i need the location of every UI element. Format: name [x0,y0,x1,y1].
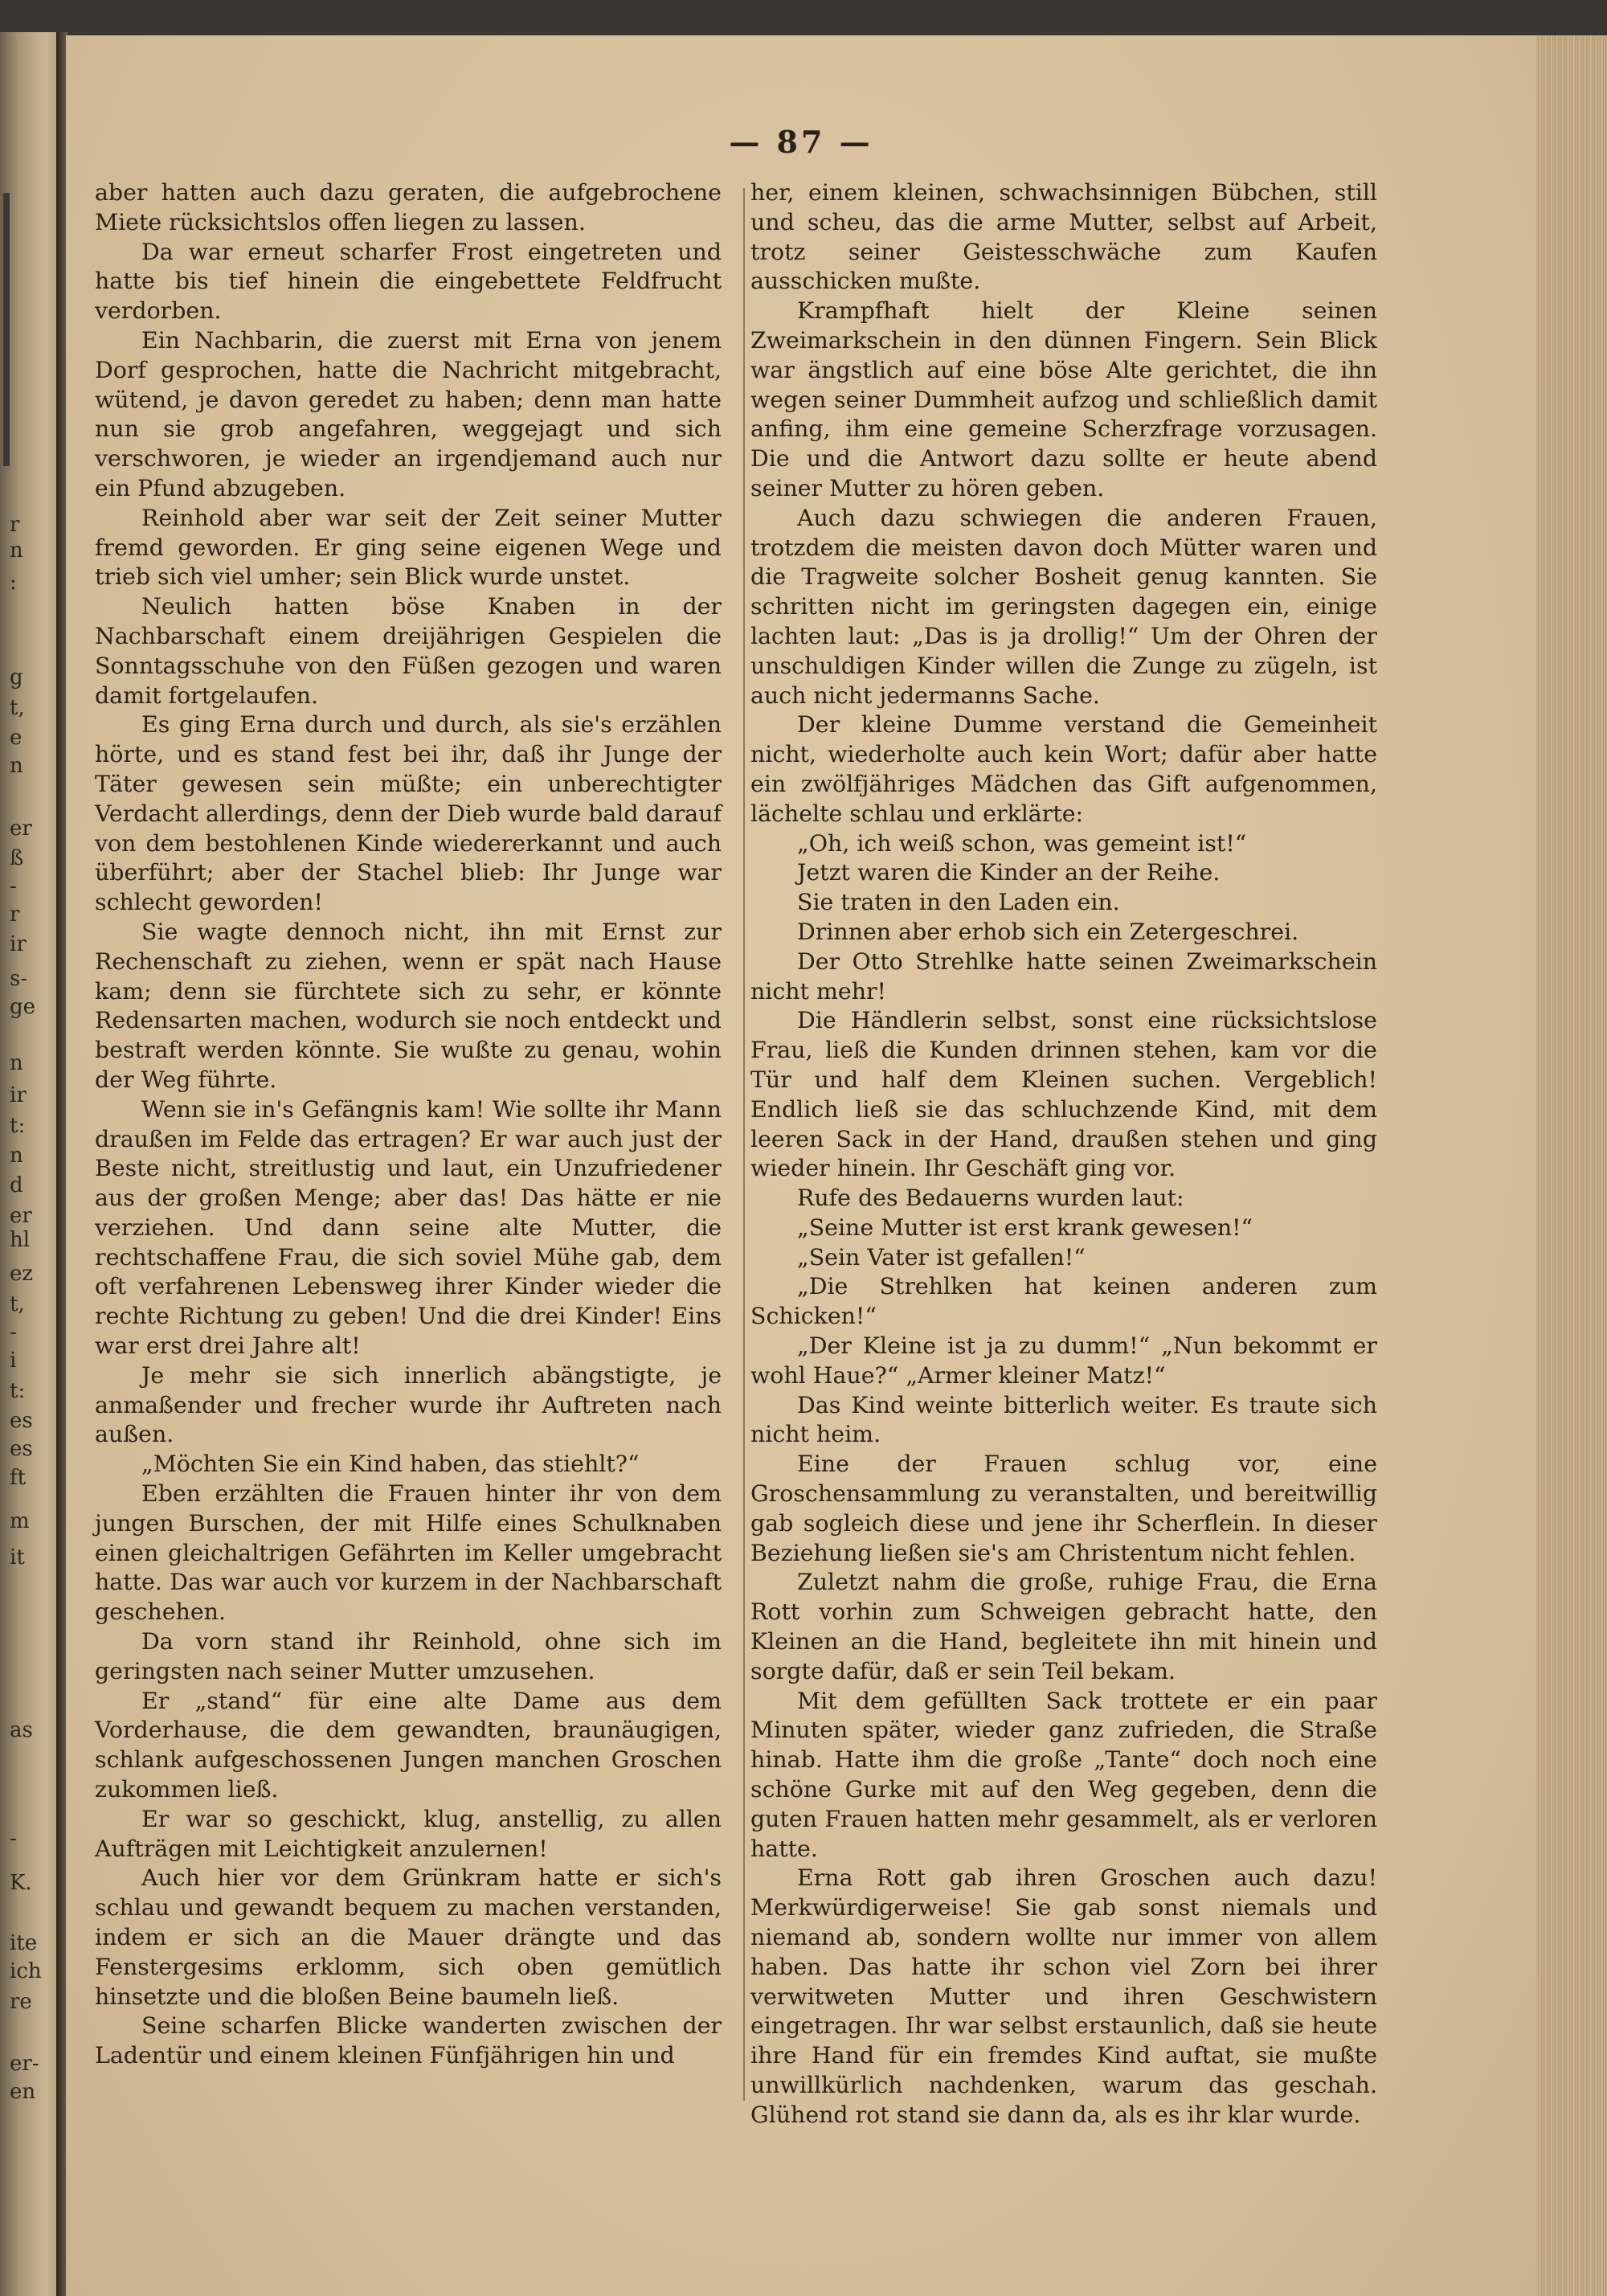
margin-fragment: ß [10,846,24,870]
paragraph: Das Kind weinte bitterlich weiter. Es traute sich nicht heim. [750,1391,1377,1448]
margin-fragment: en [10,2080,36,2104]
margin-fragment: m [10,1509,30,1533]
paragraph: Je mehr sie sich innerlich abängstigte, je anmaßender und frecher wurde ihr Auftreten nach außen. [95,1361,722,1448]
paragraph: Erna Rott gab ihren Groschen auch dazu! Merkwürdigerweise! Sie gab sonst niemals und niemand ab, sondern wollte nur immer von allem haben. Das hatte ihr schon viel Zorn bei ihrer verwitweten Mutter und ihren Geschwistern eingetragen. Ihr war selbst erstaunlich, daß sie heute ihre Hand für ein fremdes Kind auftat, sie mußte unwillkürlich nachdenken, warum das geschah. Glühend rot stand sie dann da, als es ihr klar wurde. [750,1864,1377,2128]
paragraph: Krampfhaft hielt der Kleine seinen Zweimarkschein in den dünnen Fingern. Sein Blick war ängstlich auf eine böse Alte gerichtet, die ihn wegen seiner Dummheit aufzog und schließlich damit anfing, ihm eine gemeine Scherzfrage vorzusagen. Die und die Antwort dazu sollte er heute abend seiner Mutter zu hören geben. [750,297,1377,501]
paragraph: „Möchten Sie ein Kind haben, das stiehlt?“ [141,1451,640,1478]
text-column-right [750,178,1377,2128]
paragraph: Der Otto Strehlke hatte seinen Zweimarkschein nicht mehr! [750,947,1377,1005]
paragraph: Drinnen aber erhob sich ein Zetergeschrei. [797,918,1299,945]
margin-fragment: - [10,1320,17,1344]
margin-fragment: t, [10,696,25,720]
margin-fragment: re [10,1990,32,2014]
margin-fragment: ich [10,1959,42,1983]
paragraph: Neulich hatten böse Knaben in der Nachbarschaft einem dreijährigen Gespielen die Sonntagsschuhe von den Füßen gezogen und waren damit fortgelaufen. [95,593,722,709]
paragraph: Wenn sie in's Gefängnis kam! Wie sollte ihr Mann draußen im Felde das ertragen? Er war auch just der Beste nicht, streitlustig und laut, ein Unzufriedener aus der großen Menge; aber das! Das hätte er nie verziehen. Und dann seine alte Mutter, die rechtschaffene Frau, die sich soviel Mühe gab, dem oft verfahrenen Lebensweg ihrer Kinder wieder die rechte Richtung zu geben! Und die drei Kinder! Eins war erst drei Jahre alt! [95,1095,722,1360]
margin-fragment: er- [10,2052,39,2076]
margin-fragment: as [10,1718,33,1742]
paragraph: Auch hier vor dem Grünkram hatte er sich's schlau und gewandt bequem zu machen verstanden, indem er sich an die Mauer drängte und das Fenstergesims erklomm, sich oben gemütlich hinsetzte und die bloßen Beine baumeln ließ. [95,1864,722,2010]
paragraph: Eine der Frauen schlug vor, eine Groschensammlung zu veranstalten, und bereitwillig gab sogleich diese und jene ihr Scherflein. In dieser Beziehung ließen sie's am Christentum nicht fehlen. [750,1451,1377,1566]
margin-fragment: s- [10,967,28,991]
paragraph: „Der Kleine ist ja zu dumm!“ „Nun bekommt er wohl Haue?“ „Armer kleiner Matz!“ [750,1332,1377,1389]
paragraph: Auch dazu schwiegen die anderen Frauen, trotzdem die meisten davon doch Mütter waren und die Tragweite solcher Bosheit genug kannten. Sie schritten nicht im geringsten dagegen ein, einige lachten laut: „Das is ja drollig!“ Um der Ohren der unschuldigen Kinder willen die Zunge zu zügeln, ist auch nicht jedermanns Sache. [750,504,1377,709]
margin-fragment: n [10,538,23,563]
column-divider [743,188,745,2101]
margin-fragment: ez [10,1262,34,1286]
paragraph: Er war so geschickt, klug, anstellig, zu allen Aufträgen mit Leichtigkeit anzulernen! [95,1805,722,1862]
margin-fragment: r [10,902,20,927]
margin-fragment: d [10,1173,23,1197]
left-margin-bar [3,193,10,466]
paragraph: Zuletzt nahm die große, ruhige Frau, die Erna Rott vorhin zum Schweigen gebracht hatte, den Kleinen an die Hand, begleitete ihn mit hinein und sorgte dafür, daß er sein Teil bekam. [750,1569,1377,1684]
paragraph: Der kleine Dumme verstand die Gemeinheit nicht, wiederholte auch kein Wort; dafür aber hatte ein zwölfjähriges Mädchen das Gift aufgenommen, lächelte schlau und erklärte: [750,711,1377,827]
paragraph: Ein Nachbarin, die zuerst mit Erna von jenem Dorf gesprochen, hatte die Nachricht mitgebracht, wütend, je davon geredet zu haben; denn man hatte nun sie grob angefahren, weggejagt und sich verschworen, je wieder an irgendjemand auch nur ein Pfund abzugeben. [95,326,722,501]
paragraph: „Die Strehlken hat keinen anderen zum Schicken!“ [750,1273,1377,1330]
margin-fragment: n [10,1051,23,1075]
margin-fragment: er [10,816,32,841]
margin-fragment: ft [10,1466,27,1490]
paragraph: Reinhold aber war seit der Zeit seiner Mutter fremd geworden. Er ging seine eigenen Wege und trieb sich viel umher; sein Blick wurde unstet. [95,504,722,591]
paragraph: Da vorn stand ihr Reinhold, ohne sich im geringsten nach seiner Mutter umzusehen. [95,1628,722,1684]
paragraph: aber hatten auch dazu geraten, die aufgebrochene Miete rücksichtslos offen liegen zu lassen. [95,179,722,235]
margin-fragment: hl [10,1228,31,1252]
page-stack-edge [1536,35,1607,2296]
paragraph: Es ging Erna durch und durch, als sie's erzählen hörte, und es stand fest bei ihr, daß ihr Junge der Täter gewesen sein müßte; ein unberechtigter Verdacht allerdings, denn der Dieb wurde bald darauf von dem bestohlenen Kinde wiedererkannt und auch überführt; aber der Stachel blieb: Ihr Junge war schlecht geworden! [95,711,722,916]
margin-fragment: - [10,874,17,898]
book-page [66,35,1536,2296]
paragraph: Seine scharfen Blicke wanderten zwischen der Ladentür und einem kleinen Fünfjährigen hin und [95,2012,722,2069]
paragraph: Eben erzählten die Frauen hinter ihr von dem jungen Burschen, der mit Hilfe eines Schulknaben einen gleichaltrigen Gefährten im Keller umgebracht hatte. Das war auch vor kurzem in der Nachbarschaft geschehen. [95,1480,722,1626]
margin-fragment: e [10,726,22,750]
paragraph: Die Händlerin selbst, sonst eine rücksichtslose Frau, ließ die Kunden drinnen stehen, kam vor die Tür und half dem Kleinen suchen. Vergeblich! Endlich ließ sie das schluchzende Kind, mit dem leeren Sack in der Hand, draußen stehen und ging wieder hinein. Ihr Geschäft ging vor. [750,1007,1377,1182]
margin-fragment: ite [10,1931,38,1955]
margin-fragment: es [10,1409,33,1433]
margin-fragment: ir [10,932,27,956]
paragraph: „Sein Vater ist gefallen!“ [797,1243,1086,1271]
margin-fragment: n [10,754,23,778]
margin-fragment: er [10,1204,32,1228]
margin-fragment: t: [10,1379,26,1403]
paragraph: her, einem kleinen, schwachsinnigen Bübchen, still und scheu, das die arme Mutter, selbst auf Arbeit, trotz seiner Geistesschwäche zum Kaufen ausschicken mußte. [750,179,1377,295]
margin-fragment: K. [10,1871,32,1895]
margin-fragment: t, [10,1292,25,1316]
text-column-left [95,178,722,2123]
margin-fragment: : [10,571,17,595]
paragraph: Er „stand“ für eine alte Dame aus dem Vorderhause, die dem gewandten, braunäugigen, schlank aufgeschossenen Jungen manchen Groschen zukommen ließ. [95,1687,722,1803]
margin-fragment: g [10,665,23,690]
margin-fragment: it [10,1545,25,1570]
margin-fragment: n [10,1144,23,1168]
margin-fragment: i [10,1349,17,1373]
margin-fragment: ge [10,995,36,1019]
paragraph: „Oh, ich weiß schon, was gemeint ist!“ [797,829,1247,857]
margin-fragment: - [10,1827,17,1851]
margin-fragment: r [10,513,20,537]
paragraph: Sie wagte dennoch nicht, ihn mit Ernst zur Rechenschaft zu ziehen, wenn er spät nach Hause kam; denn sie fürchtete sich zu sehr, er könnte Redensarten machen, wodurch sie noch entdeckt und bestraft werden könnte. Sie wußte zu genau, wohin der Weg führte. [95,918,722,1093]
paragraph: Da war erneut scharfer Frost eingetreten und hatte bis tief hinein die eingebettete Feldfrucht verdorben. [95,238,722,325]
paragraph: Sie traten in den Laden ein. [797,889,1120,916]
paragraph: Mit dem gefüllten Sack trottete er ein paar Minuten später, wieder ganz zufrieden, die Straße hinab. Hatte ihm die große „Tante“ doch noch eine schöne Gurke mit auf den Weg gegeben, denn die guten Frauen hatten mehr gesammelt, als er verloren hatte. [750,1687,1377,1862]
margin-fragment: ir [10,1083,27,1107]
margin-fragment: es [10,1437,33,1461]
paragraph: Jetzt waren die Kinder an der Reihe. [797,859,1221,886]
paragraph: Rufe des Bedauerns wurden laut: [797,1185,1184,1212]
paragraph: „Seine Mutter ist erst krank gewesen!“ [797,1213,1253,1241]
page-number: — 87 — [729,124,873,160]
margin-fragment: t: [10,1114,26,1138]
